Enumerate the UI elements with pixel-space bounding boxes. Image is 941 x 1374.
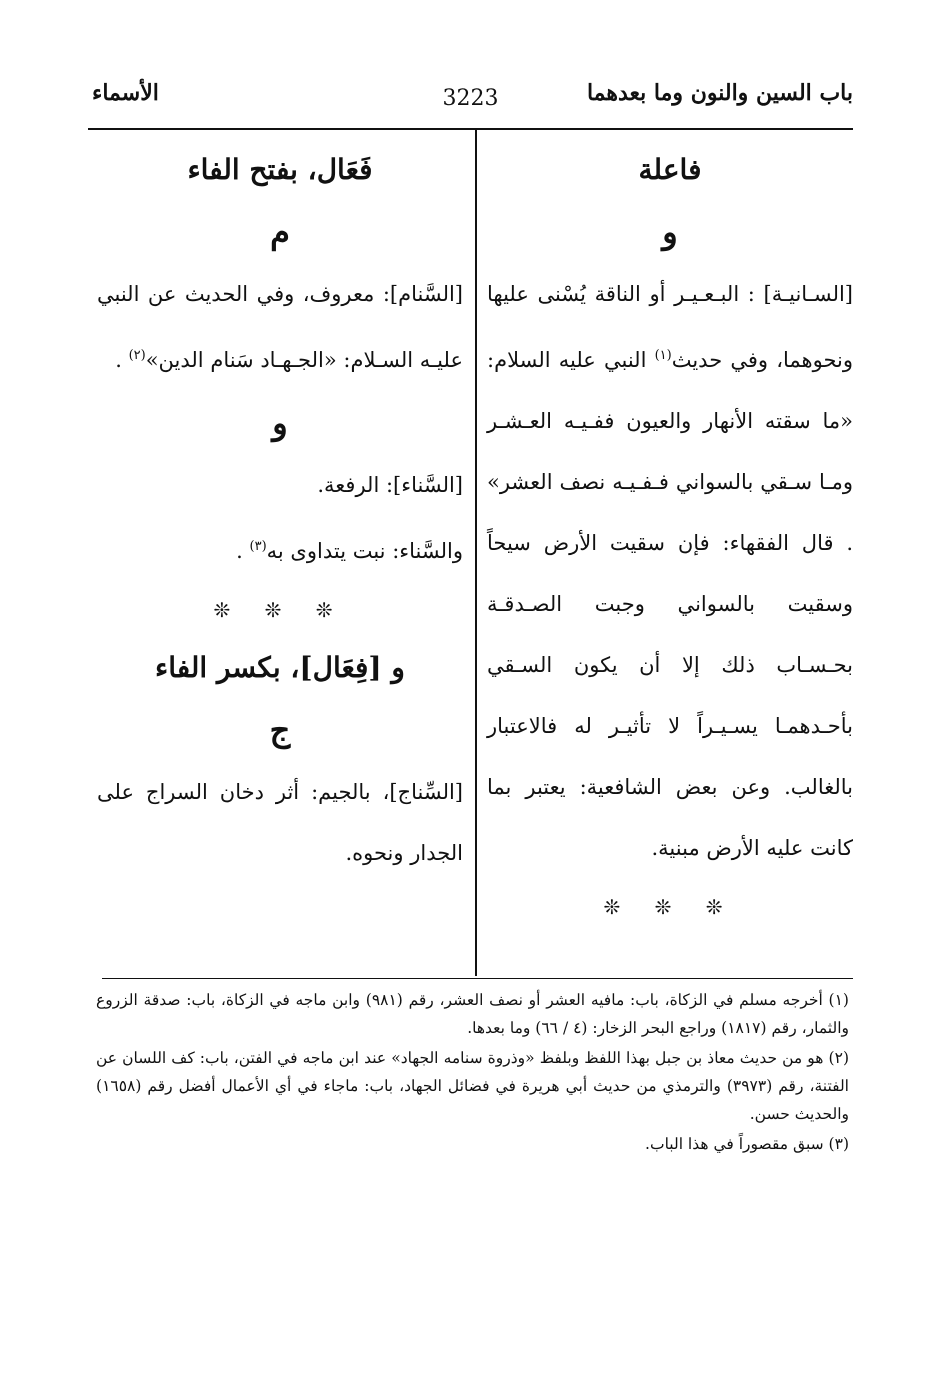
footnote-ref-3: (٣): [249, 539, 267, 554]
left-column: [97, 140, 463, 884]
footnotes: [96, 986, 849, 1160]
section-header: الأسماء: [92, 80, 159, 106]
root-letter: و: [272, 404, 288, 442]
pattern-heading: فَعَال، بفتح الفاء: [187, 153, 373, 186]
entry-sinaj: [السِّناج]، بالجيم: أثر دخان السراج على الجدار ونحوه.: [97, 780, 463, 865]
page-number: 3223: [442, 86, 499, 111]
right-column: [487, 140, 853, 935]
section-separator: ❊ ❊ ❊: [603, 895, 737, 919]
footnote-2: (٢) هو من حديث معاذ بن جبل بهذا اللفظ وبلفظ «وذروة سنامه الجهاد» عند ابن ماجه في الفتن، باب: كف اللسان عن الفتنة، رقم (٣٩٧٣) والترمذي من حديث أبي هريرة في فضائل الجهاد، باب: ماجاء في أي الأعمال أفضل رقم (١٦٥٨) والحديث حسن.: [96, 1049, 849, 1123]
entry-sana-rifa: [السَّناء]: الرفعة.: [317, 473, 463, 497]
root-letter: م: [270, 213, 290, 251]
root-letter: و: [662, 213, 678, 251]
entry-sana-plant: والسَّناء: نبت يتداوى به$^{(٣)}$ .: [236, 539, 463, 563]
entry-saniya: [السـانيـة] : البـعـيـر أو الناقة يُسْنى عليها ونحوهما، وفي حديث$^{(١)}$ النبي عليه السلام: «ما سقته الأنهار والعيون ففـيـه العـشـر ومـا سـقي بالسواني فـفـيـه نصف العشر» . قال الفقهاء: فإن سقيت الأرض سيحاً وسقيت بالسواني وجبت الصـدقـة بحـسـاب ذلك إلا أن يكون السـقي بأحـدهمـا يسـيـراً لا تأثيـر له فالاعتبار بالغالب. وعن بعض الشافعية: يعتبر بما كانت عليه الأرض مبنية.: [487, 282, 853, 860]
footnote-ref-2: (٢): [128, 348, 146, 363]
section-separator: ❊ ❊ ❊: [213, 598, 347, 622]
root-letter: ج: [269, 711, 291, 749]
column-divider: [475, 130, 477, 976]
footnote-rule: [102, 978, 853, 979]
footnote-3: (٣) سبق مقصوراً في هذا الباب.: [645, 1135, 849, 1153]
entry-sanam: [السَّنام]: معروف، وفي الحديث عن النبي عليـه السـلام: «الجـهـاد سَنام الدين»$^{(٢)}$ .: [97, 282, 463, 372]
pattern-heading: و [فِعَال]، بكسر الفاء: [155, 651, 405, 684]
header-rule: [88, 128, 853, 130]
chapter-header: باب السين والنون وما بعدهما: [586, 80, 853, 106]
footnote-ref-1: (١): [654, 348, 672, 363]
footnote-1: (١) أخرجه مسلم في الزكاة، باب: مافيه العشر أو نصف العشر، رقم (٩٨١) وابن ماجه في الزكاة، باب: صدقة الزروع والثمار، رقم (١٨١٧) وراجع البحر الزخار: (٤ / ٦٦) وما بعدها.: [96, 991, 849, 1037]
pattern-heading: فاعلة: [638, 153, 702, 186]
